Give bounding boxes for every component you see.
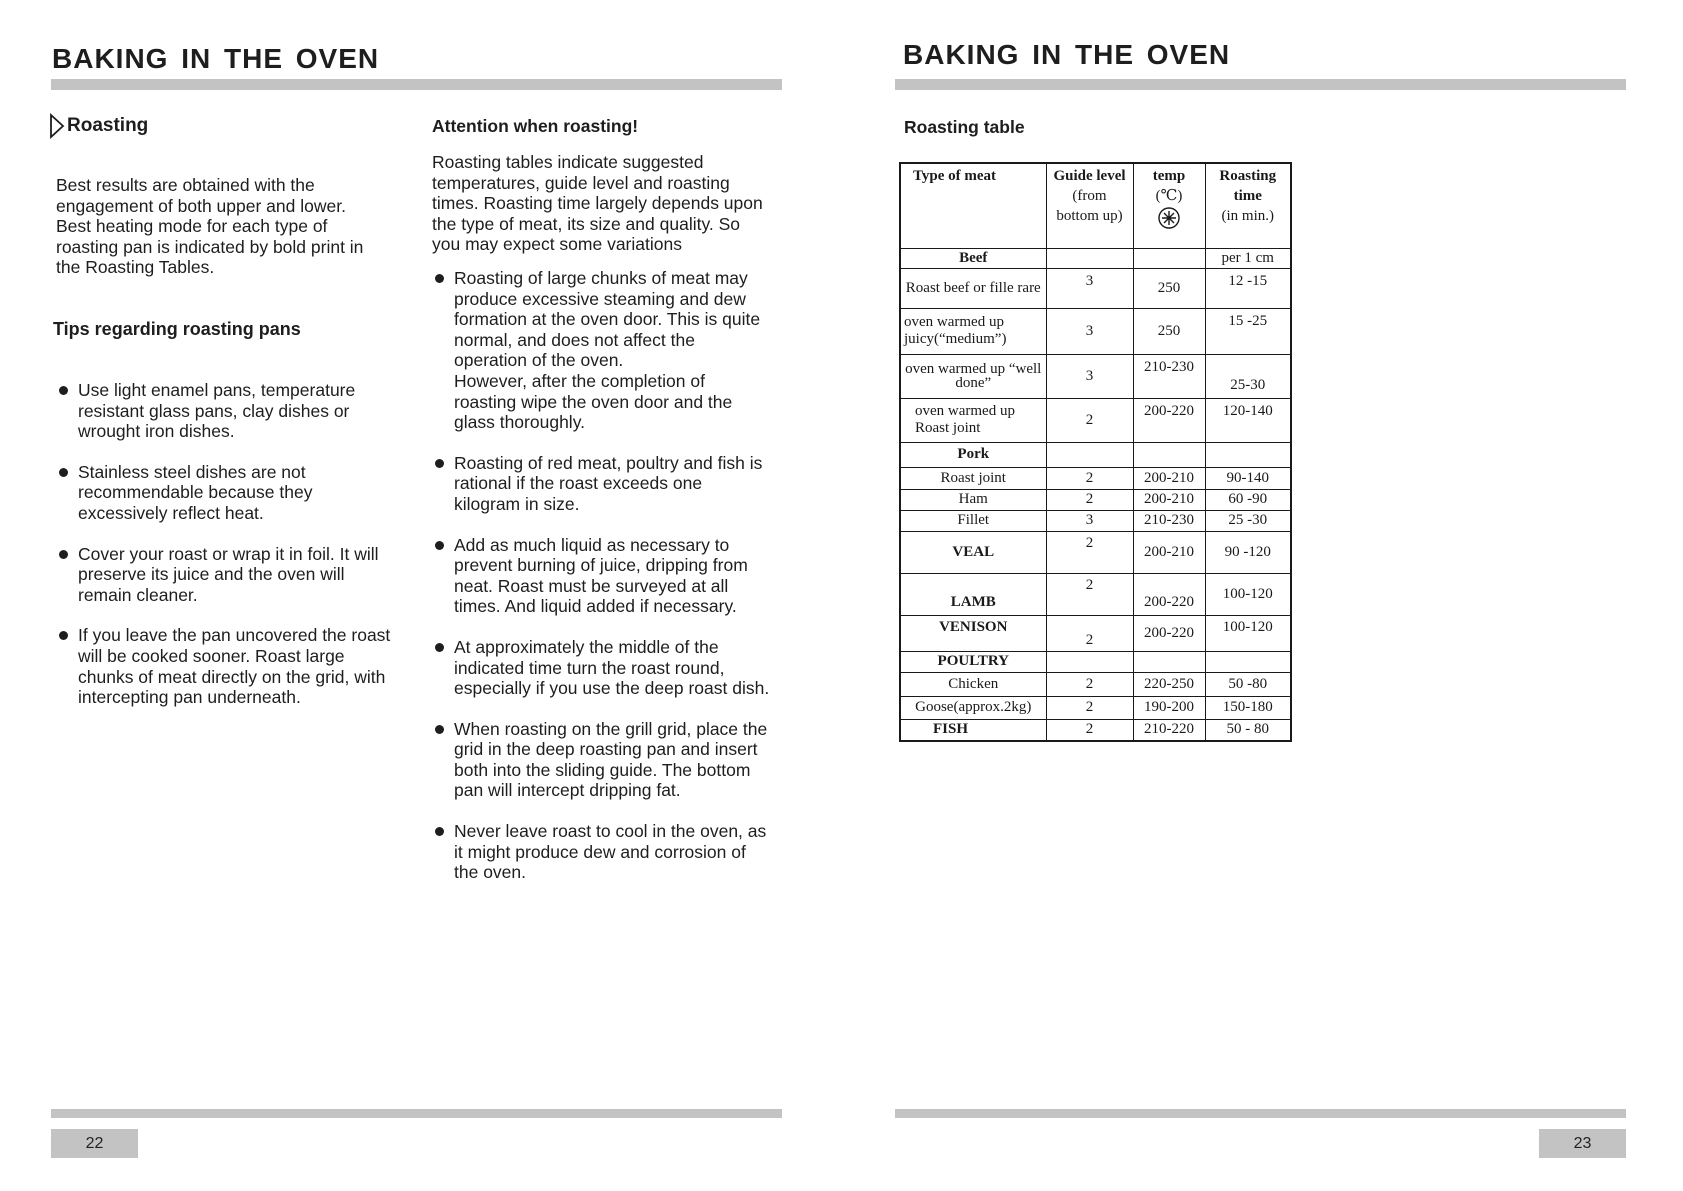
table-cell-type: VEAL bbox=[900, 531, 1046, 573]
table-cell-temp: 200-210 bbox=[1133, 467, 1205, 489]
bullet-icon bbox=[59, 386, 68, 395]
table-cell-level: 2 bbox=[1046, 672, 1133, 696]
bullet-icon bbox=[59, 631, 68, 640]
table-cell-time bbox=[1205, 442, 1291, 467]
table-cell-type: oven warmed up Roast joint bbox=[900, 398, 1046, 442]
table-cell-time: 150-180 bbox=[1205, 696, 1291, 719]
bullet-icon bbox=[435, 827, 444, 836]
table-cell-temp: 200-220 bbox=[1133, 573, 1205, 615]
bullet-icon bbox=[435, 541, 444, 550]
column-header-temp: temp (℃) bbox=[1133, 163, 1205, 248]
table-cell-type: VENISON bbox=[900, 615, 1046, 651]
bullet-icon bbox=[435, 643, 444, 652]
table-cell-temp: 220-250 bbox=[1133, 672, 1205, 696]
table-cell-level: 2 bbox=[1046, 696, 1133, 719]
roasting-table-heading: Roasting table bbox=[904, 117, 1025, 137]
tips-list-item: Cover your roast or wrap it in foil. It will preserve its juice and the oven will remain cleaner. bbox=[56, 544, 408, 606]
table-cell-level: 2 bbox=[1046, 489, 1133, 510]
roasting-table bbox=[899, 162, 1292, 742]
table-cell-type: Roast beef or fille rare bbox=[900, 268, 1046, 308]
table-cell-temp: 200-220 bbox=[1133, 615, 1205, 651]
table-cell-temp bbox=[1133, 651, 1205, 672]
table-cell-time: per 1 cm bbox=[1205, 248, 1291, 268]
tips-list-item: If you leave the pan uncovered the roast will be cooked sooner. Roast large chunks of meat directly on the grid, with intercepting pan underneath. bbox=[56, 625, 408, 707]
table-cell-time: 25-30 bbox=[1205, 354, 1291, 398]
table-cell-type: FISH bbox=[900, 719, 1046, 741]
table-cell-temp bbox=[1133, 248, 1205, 268]
table-cell-time: 100-120 bbox=[1205, 615, 1291, 651]
attention-intro-text: Roasting tables indicate suggested temperatures, guide level and roasting times. Roasting time largely depends upon the type of meat, its size and quality. So you may expect some variations bbox=[432, 152, 763, 255]
right-header-rule bbox=[895, 79, 1626, 90]
attention-list-item: Roasting of large chunks of meat may produce excessive steaming and dew formation at the oven door. This is quite normal, and does not affect the operation of the oven. However, after the completion of roasting wipe the oven door and the glass thoroughly. bbox=[432, 268, 792, 433]
roasting-intro-text: Best results are obtained with the engagement of both upper and lower. Best heating mode for each type of roasting pan is indicated by bold print in the Roasting Tables. bbox=[56, 175, 364, 278]
table-cell-type: LAMB bbox=[900, 573, 1046, 615]
bullet-icon bbox=[435, 459, 444, 468]
table-row bbox=[900, 489, 1291, 510]
table-cell-type: Ham bbox=[900, 489, 1046, 510]
table-cell-temp: 250 bbox=[1133, 308, 1205, 354]
table-cell-temp: 200-210 bbox=[1133, 489, 1205, 510]
table-row bbox=[900, 308, 1291, 354]
table-cell-level: 2 bbox=[1046, 719, 1133, 741]
triangle-arrow-icon bbox=[49, 113, 65, 139]
attention-heading: Attention when roasting! bbox=[432, 116, 639, 136]
table-cell-type: Chicken bbox=[900, 672, 1046, 696]
table-cell-time: 90-140 bbox=[1205, 467, 1291, 489]
table-cell-level: 3 bbox=[1046, 308, 1133, 354]
tips-heading: Tips regarding roasting pans bbox=[53, 319, 301, 339]
table-cell-level: 2 bbox=[1046, 531, 1133, 573]
column-header-guide-level: Guide level (from bottom up) bbox=[1046, 163, 1133, 248]
table-cell-temp: 250 bbox=[1133, 268, 1205, 308]
table-cell-time: 100-120 bbox=[1205, 573, 1291, 615]
roasting-section-header bbox=[49, 113, 148, 139]
table-cell-temp: 210-230 bbox=[1133, 354, 1205, 398]
table-row bbox=[900, 719, 1291, 741]
table-cell-type: oven warmed up “well done” bbox=[900, 354, 1046, 398]
table-cell-temp: 190-200 bbox=[1133, 696, 1205, 719]
left-page-number: 22 bbox=[51, 1129, 138, 1158]
table-cell-time: 15 -25 bbox=[1205, 308, 1291, 354]
table-cell-temp: 210-220 bbox=[1133, 719, 1205, 741]
table-row bbox=[900, 398, 1291, 442]
table-cell-level: 2 bbox=[1046, 573, 1133, 615]
table-cell-temp: 200-210 bbox=[1133, 531, 1205, 573]
attention-list-item: Add as much liquid as necessary to prevent burning of juice, dripping from neat. Roast must be surveyed at all times. And liquid added if necessary. bbox=[432, 535, 792, 617]
right-footer-rule bbox=[895, 1109, 1626, 1118]
left-page-title: BAKING IN THE OVEN bbox=[52, 43, 380, 74]
table-cell-type: oven warmed up juicy(“medium”) bbox=[900, 308, 1046, 354]
table-cell-level bbox=[1046, 651, 1133, 672]
fan-icon bbox=[1158, 207, 1180, 229]
table-cell-type: Beef bbox=[900, 248, 1046, 268]
table-cell-time: 50 - 80 bbox=[1205, 719, 1291, 741]
table-row bbox=[900, 268, 1291, 308]
attention-list bbox=[432, 268, 792, 903]
left-header-rule bbox=[51, 79, 782, 90]
table-cell-type: Fillet bbox=[900, 510, 1046, 531]
table-cell-time: 60 -90 bbox=[1205, 489, 1291, 510]
table-row bbox=[900, 531, 1291, 573]
table-cell-temp: 200-220 bbox=[1133, 398, 1205, 442]
table-cell-level: 2 bbox=[1046, 398, 1133, 442]
right-page-number: 23 bbox=[1539, 1129, 1626, 1158]
tips-list-item: Stainless steel dishes are not recommendable because they excessively reflect heat. bbox=[56, 462, 408, 524]
table-cell-level bbox=[1046, 248, 1133, 268]
table-cell-time: 120-140 bbox=[1205, 398, 1291, 442]
table-cell-type: Pork bbox=[900, 442, 1046, 467]
table-cell-time: 25 -30 bbox=[1205, 510, 1291, 531]
table-cell-time: 90 -120 bbox=[1205, 531, 1291, 573]
attention-list-item: When roasting on the grill grid, place the grid in the deep roasting pan and insert both into the sliding guide. The bottom pan will intercept dripping fat. bbox=[432, 719, 792, 801]
table-row bbox=[900, 354, 1291, 398]
table-cell-time: 50 -80 bbox=[1205, 672, 1291, 696]
table-row bbox=[900, 510, 1291, 531]
bullet-icon bbox=[59, 550, 68, 559]
table-cell-type: Roast joint bbox=[900, 467, 1046, 489]
table-row bbox=[900, 248, 1291, 268]
bullet-icon bbox=[435, 725, 444, 734]
table-cell-level: 3 bbox=[1046, 354, 1133, 398]
table-cell-time bbox=[1205, 651, 1291, 672]
right-page-title: BAKING IN THE OVEN bbox=[903, 39, 1231, 70]
table-row bbox=[900, 651, 1291, 672]
table-cell-level: 3 bbox=[1046, 510, 1133, 531]
column-header-roasting-time: Roasting time (in min.) bbox=[1205, 163, 1291, 248]
table-header-row bbox=[900, 163, 1291, 248]
table-cell-temp bbox=[1133, 442, 1205, 467]
left-footer-rule bbox=[51, 1109, 782, 1118]
bullet-icon bbox=[435, 274, 444, 283]
attention-list-item: Roasting of red meat, poultry and fish is rational if the roast exceeds one kilogram in size. bbox=[432, 453, 792, 515]
table-row bbox=[900, 573, 1291, 615]
bullet-icon bbox=[59, 468, 68, 477]
table-cell-type: Goose(approx.2kg) bbox=[900, 696, 1046, 719]
table-cell-level: 2 bbox=[1046, 467, 1133, 489]
attention-list-item: Never leave roast to cool in the oven, as it might produce dew and corrosion of the oven. bbox=[432, 821, 792, 883]
table-cell-level: 3 bbox=[1046, 268, 1133, 308]
table-cell-level: 2 bbox=[1046, 615, 1133, 651]
table-row bbox=[900, 467, 1291, 489]
attention-list-item: At approximately the middle of the indicated time turn the roast round, especially if you use the deep roast dish. bbox=[432, 637, 792, 699]
table-row bbox=[900, 615, 1291, 651]
table-cell-time: 12 -15 bbox=[1205, 268, 1291, 308]
tips-list bbox=[56, 380, 408, 728]
table-row bbox=[900, 696, 1291, 719]
table-row bbox=[900, 442, 1291, 467]
tips-list-item: Use light enamel pans, temperature resistant glass pans, clay dishes or wrought iron dishes. bbox=[56, 380, 408, 442]
roasting-section-title: Roasting bbox=[67, 115, 149, 136]
table-cell-level bbox=[1046, 442, 1133, 467]
table-cell-type: POULTRY bbox=[900, 651, 1046, 672]
table-row bbox=[900, 672, 1291, 696]
column-header-type: Type of meat bbox=[900, 163, 1046, 248]
table-cell-temp: 210-230 bbox=[1133, 510, 1205, 531]
